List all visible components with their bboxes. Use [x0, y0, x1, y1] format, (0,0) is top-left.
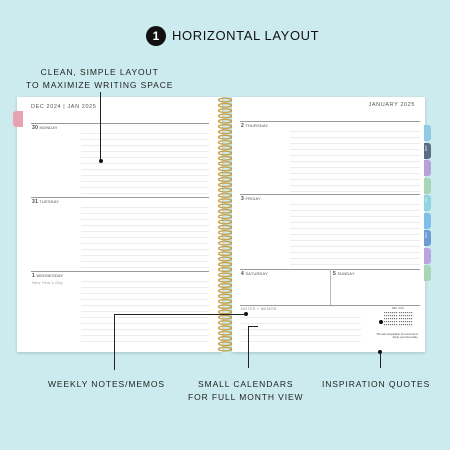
mini-calendar-day [411, 321, 412, 322]
spiral-coil [219, 294, 232, 298]
spiral-coil [219, 257, 232, 261]
spiral-coil [219, 167, 232, 171]
mini-calendar-day [386, 312, 387, 313]
mini-calendar-day [401, 315, 402, 316]
spiral-coil [219, 347, 232, 351]
mini-calendar-day [405, 312, 406, 313]
mini-calendar-day [390, 324, 391, 325]
callout-layout-line-2: TO MAXIMIZE WRITING SPACE [26, 80, 174, 90]
left-page-tab[interactable] [13, 111, 23, 127]
mini-calendar-day [394, 318, 395, 319]
mini-calendar-day [403, 324, 404, 325]
mini-calendar-day [401, 318, 402, 319]
spiral-coil [219, 331, 232, 335]
mini-calendar-day [407, 324, 408, 325]
day-writing-lines[interactable] [290, 126, 420, 192]
spiral-coil [219, 119, 232, 123]
spiral-coil [219, 183, 232, 187]
mini-calendar-day [384, 324, 385, 325]
mini-calendar [384, 312, 414, 328]
spiral-coil [219, 178, 232, 182]
mini-calendar-day [384, 315, 385, 316]
spiral-coil [219, 236, 232, 240]
mini-calendar-day [409, 315, 410, 316]
day-writing-lines[interactable] [290, 199, 420, 265]
spiral-coil [219, 326, 232, 330]
mini-calendar-day [405, 324, 406, 325]
month-tab[interactable] [424, 160, 431, 176]
day-label [32, 199, 59, 205]
mini-calendar-day [405, 318, 406, 319]
mini-calendar-day [407, 321, 408, 322]
spiral-coil [219, 215, 232, 219]
mini-calendar-day [386, 315, 387, 316]
mini-calendar-day [396, 312, 397, 313]
spiral-coil [219, 162, 232, 166]
spiral-coil [219, 146, 232, 150]
month-tab-label: OCT [425, 232, 428, 239]
mini-calendar-day [396, 321, 397, 322]
mini-calendar-day [396, 324, 397, 325]
day-writing-lines[interactable] [81, 202, 209, 268]
spiral-coil [219, 188, 232, 192]
mini-calendar-day [409, 318, 410, 319]
mini-calendar-day [384, 312, 385, 313]
mini-calendar-day [409, 324, 410, 325]
mini-calendar-day [411, 318, 412, 319]
mini-calendar-day [405, 315, 406, 316]
mini-calendar-day [405, 321, 406, 322]
mini-calendar-day [390, 321, 391, 322]
mini-calendar-day [394, 321, 395, 322]
holiday-note: New Year's Day [32, 281, 64, 285]
day-writing-lines[interactable] [81, 276, 209, 342]
mini-calendar-day [390, 318, 391, 319]
right-page [232, 97, 425, 352]
spiral-coil [219, 194, 232, 198]
mini-calendar-day [394, 315, 395, 316]
step-number-badge: 1 [146, 26, 166, 46]
mini-calendar-day [411, 312, 412, 313]
spiral-coil [219, 247, 232, 251]
mini-calendar-day [399, 312, 400, 313]
spiral-coil [219, 231, 232, 235]
mini-calendar-day [396, 315, 397, 316]
mini-calendar-day [388, 312, 389, 313]
callout-notes [48, 378, 165, 391]
spiral-coil [219, 204, 232, 208]
spiral-coil [219, 172, 232, 176]
spiral-coil [219, 316, 232, 320]
mini-calendar-day [411, 315, 412, 316]
mini-calendar-day [384, 321, 385, 322]
day-number: 4 [241, 271, 245, 277]
day-name: TUESDAY [39, 200, 60, 204]
mini-calendar-day [409, 321, 410, 322]
day-number: 2 [241, 123, 245, 129]
spiral-coil [219, 135, 232, 139]
pointer-dot-calendar [379, 320, 383, 324]
mini-calendar-day [401, 321, 402, 322]
day-number: 5 [333, 271, 337, 277]
month-tab[interactable] [424, 125, 431, 141]
spiral-coil [219, 104, 232, 108]
spiral-coil [219, 225, 232, 229]
mini-calendar-day [392, 324, 393, 325]
notes-writing-lines[interactable] [241, 312, 361, 342]
mini-calendar-day [392, 318, 393, 319]
spiral-coil [219, 199, 232, 203]
month-tab[interactable] [424, 178, 431, 194]
mini-calendar-day [390, 315, 391, 316]
mini-calendar-day [403, 315, 404, 316]
mini-calendar-title: DEC | JAN [392, 307, 404, 310]
mini-calendar-day [407, 315, 408, 316]
mini-calendar-day [386, 324, 387, 325]
spiral-coil [219, 98, 232, 102]
mini-calendar-day [399, 321, 400, 322]
left-page-header: DEC 2024 | JAN 2025 [31, 104, 97, 110]
day-number: 31 [32, 199, 39, 205]
day-number: 30 [32, 125, 39, 131]
spiral-coil [219, 151, 232, 155]
mini-calendar-day [401, 324, 402, 325]
month-tab[interactable] [424, 230, 431, 246]
month-tab-label: MAY [425, 144, 428, 151]
spiral-coil [219, 273, 232, 277]
spiral-coil [219, 130, 232, 134]
mini-calendar-day [388, 321, 389, 322]
day-label [241, 123, 268, 129]
spiral-coil [219, 278, 232, 282]
month-tab-label: JUL [425, 197, 428, 203]
mini-calendar-day [399, 318, 400, 319]
spiral-coil [219, 114, 232, 118]
spiral-coil [219, 252, 232, 256]
mini-calendar-day [384, 318, 385, 319]
callout-layout [26, 66, 173, 92]
spiral-coil [219, 268, 232, 272]
mini-calendar-day [403, 321, 404, 322]
callout-calendars [188, 378, 303, 404]
mini-calendar-day [407, 312, 408, 313]
callout-quotes-line-1: INSPIRATION QUOTES [322, 379, 431, 389]
spiral-coil [219, 300, 232, 304]
day-name: SATURDAY [245, 272, 268, 276]
month-tab[interactable] [424, 195, 431, 211]
mini-calendar-day [392, 321, 393, 322]
spiral-coil [219, 220, 232, 224]
day-label [32, 125, 58, 131]
mini-calendar-day [403, 312, 404, 313]
month-tab[interactable] [424, 248, 431, 264]
mini-calendar-day [394, 324, 395, 325]
mini-calendar-day [392, 315, 393, 316]
mini-calendar-day [388, 318, 389, 319]
day-label [241, 196, 261, 202]
mini-calendar-day [396, 318, 397, 319]
spiral-coil [219, 321, 232, 325]
day-label [32, 273, 63, 279]
callout-calendars-line-1: SMALL CALENDARS [198, 379, 294, 389]
day-name: MONDAY [39, 126, 58, 130]
mini-calendar-day [407, 318, 408, 319]
mini-calendar-day [386, 321, 387, 322]
spiral-coil [219, 109, 232, 113]
mini-calendar-day [388, 315, 389, 316]
mini-calendar-day [403, 318, 404, 319]
inspiration-quote: The best preparation for tomorrow is doing your best today. [376, 333, 418, 340]
mini-calendar-day [388, 324, 389, 325]
day-name: THURSDAY [245, 124, 269, 128]
mini-calendar-day [399, 315, 400, 316]
page-title: HORIZONTAL LAYOUT [172, 28, 320, 43]
spiral-coil [219, 210, 232, 214]
month-tab[interactable] [424, 213, 431, 229]
spiral-coil [219, 263, 232, 267]
right-page-header: JANUARY 2025 [368, 102, 415, 108]
day-name: SUNDAY [337, 272, 355, 276]
spiral-coil [219, 337, 232, 341]
spiral-coil [219, 241, 232, 245]
callout-quotes [322, 378, 430, 391]
notes-label: NOTES + MEMOS [241, 307, 277, 311]
callout-notes-line-1: WEEKLY NOTES/MEMOS [48, 379, 165, 389]
spiral-coil [219, 141, 232, 145]
day-name: FRIDAY [245, 197, 261, 201]
callout-layout-line-1: CLEAN, SIMPLE LAYOUT [40, 67, 159, 77]
spiral-coil [219, 284, 232, 288]
mini-calendar-day [386, 318, 387, 319]
mini-calendar-day [394, 312, 395, 313]
mini-calendar-day [409, 312, 410, 313]
spiral-coil [219, 289, 232, 293]
spiral-coil [219, 125, 232, 129]
month-tab[interactable] [424, 143, 431, 159]
day-number: 3 [241, 196, 245, 202]
callout-calendars-line-2: FOR FULL MONTH VIEW [188, 392, 304, 402]
mini-calendar-day [392, 312, 393, 313]
day-name: WEDNESDAY [36, 274, 64, 278]
day-number: 1 [32, 273, 36, 279]
spiral-coil [219, 305, 232, 309]
month-tab[interactable] [424, 265, 431, 281]
day-label [333, 271, 355, 277]
day-label [241, 271, 268, 277]
mini-calendar-day [399, 324, 400, 325]
spiral-coil [219, 342, 232, 346]
mini-calendar-day [390, 312, 391, 313]
mini-calendar-day [411, 324, 412, 325]
mini-calendar-day [401, 312, 402, 313]
spiral-coil [219, 157, 232, 161]
